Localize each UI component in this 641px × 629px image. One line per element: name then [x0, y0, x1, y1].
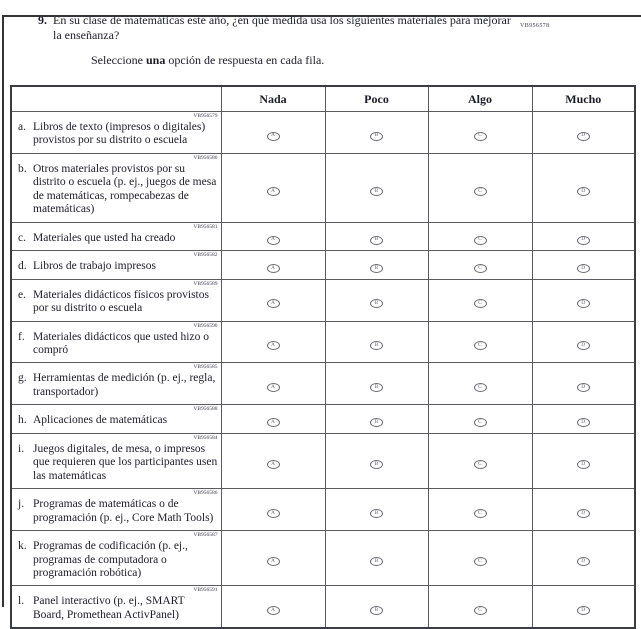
item-label-cell	[11, 153, 221, 222]
answer-oval-poco[interactable]: B	[370, 264, 383, 273]
option-cell	[532, 489, 635, 531]
answer-oval-nada[interactable]: A	[267, 341, 280, 350]
option-cell	[221, 279, 325, 321]
table-row	[11, 433, 635, 488]
answer-oval-nada[interactable]: A	[267, 557, 280, 566]
table-row	[11, 586, 635, 628]
answer-oval-mucho[interactable]: D	[577, 299, 590, 308]
item-label: Programas de matemáticas o de programación (p. ej., Core Math Tools)	[33, 498, 214, 524]
answer-oval-nada[interactable]: A	[267, 132, 280, 141]
answer-oval-nada[interactable]: A	[267, 187, 280, 196]
option-cell	[221, 153, 325, 222]
item-label: Libros de trabajo impresos	[33, 260, 156, 273]
question-block	[38, 13, 641, 68]
answer-oval-poco[interactable]: B	[370, 341, 383, 350]
answer-oval-nada[interactable]: A	[267, 236, 280, 245]
option-cell	[428, 433, 532, 488]
item-label: Panel interactivo (p. ej., SMART Board, Promethean ActivPanel)	[33, 595, 185, 621]
option-cell	[325, 531, 428, 586]
table-row	[11, 489, 635, 531]
option-cell	[221, 251, 325, 279]
item-label: Materiales didácticos que usted hizo o compró	[33, 330, 209, 356]
materials-table-body	[11, 112, 635, 629]
item-prefix: c.	[18, 231, 26, 244]
answer-oval-mucho[interactable]: D	[577, 509, 590, 518]
answer-oval-poco[interactable]: B	[370, 557, 383, 566]
answer-oval-algo[interactable]: C	[474, 383, 487, 392]
answer-oval-poco[interactable]: B	[370, 383, 383, 392]
item-label: Materiales didácticos físicos provistos por su distrito o escuela	[33, 288, 209, 315]
option-cell	[532, 279, 635, 321]
item-code: VB956580	[193, 154, 218, 161]
item-label-cell	[11, 433, 221, 488]
option-cell	[325, 433, 428, 488]
option-cell	[325, 405, 428, 433]
answer-oval-algo[interactable]: C	[474, 341, 487, 350]
item-label-cell	[11, 586, 221, 628]
item-code: VB956585	[193, 364, 218, 371]
instruction-post: opción de respuesta en cada fila.	[168, 52, 325, 67]
option-cell	[532, 112, 635, 154]
option-cell	[428, 153, 532, 222]
item-label-cell	[11, 531, 221, 586]
column-header-mucho: Mucho	[532, 86, 635, 112]
option-cell	[221, 433, 325, 488]
item-label-cell	[11, 279, 221, 321]
option-cell	[428, 222, 532, 250]
item-code: VB956584	[193, 434, 218, 441]
option-cell	[532, 405, 635, 433]
answer-oval-nada[interactable]: A	[267, 509, 280, 518]
instruction-bold: una	[145, 52, 166, 67]
table-row	[11, 251, 635, 279]
item-label: Materiales que usted ha creado	[33, 231, 176, 244]
answer-oval-algo[interactable]: C	[474, 187, 487, 196]
option-cell	[532, 153, 635, 222]
item-prefix: h.	[18, 414, 27, 427]
option-cell	[325, 321, 428, 363]
item-prefix: e.	[18, 288, 26, 301]
column-header-algo: Algo	[428, 86, 532, 112]
answer-oval-poco[interactable]: B	[370, 236, 383, 245]
item-prefix: i.	[18, 442, 25, 455]
instruction-pre: Seleccione	[91, 52, 143, 67]
item-label: Aplicaciones de matemáticas	[33, 414, 168, 427]
item-label: Herramientas de medición (p. ej., regla, transportador)	[33, 372, 216, 398]
column-header-nada: Nada	[221, 86, 325, 112]
item-code: VB956579	[193, 113, 218, 119]
option-cell	[325, 222, 428, 250]
answer-oval-algo[interactable]: C	[474, 460, 487, 469]
table-header-row	[11, 86, 635, 112]
table-row	[11, 531, 635, 586]
answer-oval-mucho[interactable]: D	[577, 606, 590, 615]
answer-oval-algo[interactable]: C	[474, 299, 487, 308]
answer-oval-nada[interactable]: A	[267, 606, 280, 615]
option-cell	[221, 405, 325, 433]
option-cell	[428, 531, 532, 586]
answer-oval-mucho[interactable]: D	[577, 557, 590, 566]
item-code: VB956591	[193, 587, 218, 594]
option-cell	[428, 489, 532, 531]
item-prefix: a.	[18, 121, 26, 133]
option-cell	[325, 363, 428, 405]
option-cell	[325, 112, 428, 154]
answer-oval-nada[interactable]: A	[267, 383, 280, 392]
item-prefix: j.	[18, 498, 25, 511]
option-cell	[428, 251, 532, 279]
option-cell	[532, 222, 635, 250]
option-cell	[221, 363, 325, 405]
option-cell	[532, 363, 635, 405]
table-row	[11, 363, 635, 405]
answer-oval-nada[interactable]: A	[267, 264, 280, 273]
item-code: VB956590	[193, 322, 218, 329]
form-code: VB956578	[520, 23, 550, 29]
table-row	[11, 405, 635, 433]
item-code: VB956582	[193, 252, 218, 259]
table-row	[11, 112, 635, 154]
answer-oval-nada[interactable]: A	[267, 418, 280, 427]
option-cell	[325, 251, 428, 279]
answer-oval-mucho[interactable]: D	[577, 236, 590, 245]
option-cell	[532, 433, 635, 488]
option-cell	[221, 321, 325, 363]
answer-oval-poco[interactable]: B	[370, 299, 383, 308]
item-prefix: d.	[18, 260, 27, 273]
answer-oval-poco[interactable]: B	[370, 418, 383, 427]
option-cell	[428, 279, 532, 321]
answer-oval-poco[interactable]: B	[370, 460, 383, 469]
item-code: VB956581	[193, 223, 218, 230]
item-label: Programas de codificación (p. ej., programas de computadora o programación robótica)	[33, 540, 188, 579]
answer-oval-poco[interactable]: B	[370, 187, 383, 196]
answer-oval-mucho[interactable]: D	[577, 187, 590, 196]
table-row	[11, 153, 635, 222]
option-cell	[221, 489, 325, 531]
option-cell	[325, 586, 428, 628]
option-cell	[325, 153, 428, 222]
questionnaire-page	[0, 13, 641, 621]
answer-oval-mucho[interactable]: D	[577, 418, 590, 427]
answer-oval-poco[interactable]: B	[370, 606, 383, 615]
item-prefix: l.	[18, 595, 25, 608]
answer-oval-mucho[interactable]: D	[577, 132, 590, 141]
item-prefix: b.	[18, 162, 27, 175]
materials-usage-table	[10, 85, 636, 629]
option-cell	[532, 321, 635, 363]
answer-oval-mucho[interactable]: D	[577, 264, 590, 273]
answer-oval-algo[interactable]: C	[474, 606, 487, 615]
option-cell	[428, 586, 532, 628]
answer-oval-mucho[interactable]: D	[577, 341, 590, 350]
item-prefix: k.	[18, 540, 27, 553]
item-label-cell	[11, 405, 221, 433]
item-label-cell	[11, 363, 221, 405]
answer-oval-algo[interactable]: C	[474, 236, 487, 245]
option-cell	[428, 112, 532, 154]
answer-oval-algo[interactable]: C	[474, 132, 487, 141]
option-cell	[325, 279, 428, 321]
option-cell	[428, 321, 532, 363]
table-row	[11, 222, 635, 250]
item-label: Otros materiales provistos por su distrito o escuela (p. ej., juegos de mesa de matemáticas, rompecabezas de matemáticas)	[33, 162, 217, 216]
item-code: VB956587	[193, 532, 218, 539]
item-code: VB956588	[193, 406, 218, 413]
answer-oval-mucho[interactable]: D	[577, 383, 590, 392]
item-label: Libros de texto (impresos o digitales) provistos por su distrito o escuela	[33, 121, 206, 147]
answer-oval-poco[interactable]: B	[370, 509, 383, 518]
answer-oval-algo[interactable]: C	[474, 264, 487, 273]
column-header-poco: Poco	[325, 86, 428, 112]
table-row	[11, 321, 635, 363]
item-prefix: g.	[18, 372, 27, 385]
question-number: 9.	[38, 13, 47, 27]
answer-oval-nada[interactable]: A	[267, 299, 280, 308]
answer-oval-poco[interactable]: B	[370, 132, 383, 141]
option-cell	[221, 222, 325, 250]
option-cell	[325, 489, 428, 531]
question-instruction	[91, 53, 641, 68]
answer-oval-algo[interactable]: C	[474, 418, 487, 427]
item-label-cell	[11, 251, 221, 279]
item-label-cell	[11, 489, 221, 531]
answer-oval-algo[interactable]: C	[474, 509, 487, 518]
option-cell	[221, 112, 325, 154]
item-label-cell	[11, 112, 221, 154]
item-label-cell	[11, 222, 221, 250]
item-code: VB956586	[193, 490, 218, 497]
option-cell	[221, 586, 325, 628]
option-cell	[221, 531, 325, 586]
header-corner-cell	[11, 86, 221, 112]
item-prefix: f.	[18, 330, 25, 343]
answer-oval-algo[interactable]: C	[474, 557, 487, 566]
option-cell	[532, 586, 635, 628]
item-label: Juegos digitales, de mesa, o impresos que requieren que los participantes usen las matemáticas	[33, 442, 218, 482]
answer-oval-mucho[interactable]: D	[577, 460, 590, 469]
option-cell	[532, 251, 635, 279]
option-cell	[532, 531, 635, 586]
option-cell	[428, 363, 532, 405]
item-label-cell	[11, 321, 221, 363]
option-cell	[428, 405, 532, 433]
answer-oval-nada[interactable]: A	[267, 460, 280, 469]
item-code: VB956589	[193, 280, 218, 287]
question-text: En su clase de matemáticas este año, ¿en qué medida usa los siguientes materiales para mejorar la enseñanza?	[53, 13, 511, 43]
table-row	[11, 279, 635, 321]
